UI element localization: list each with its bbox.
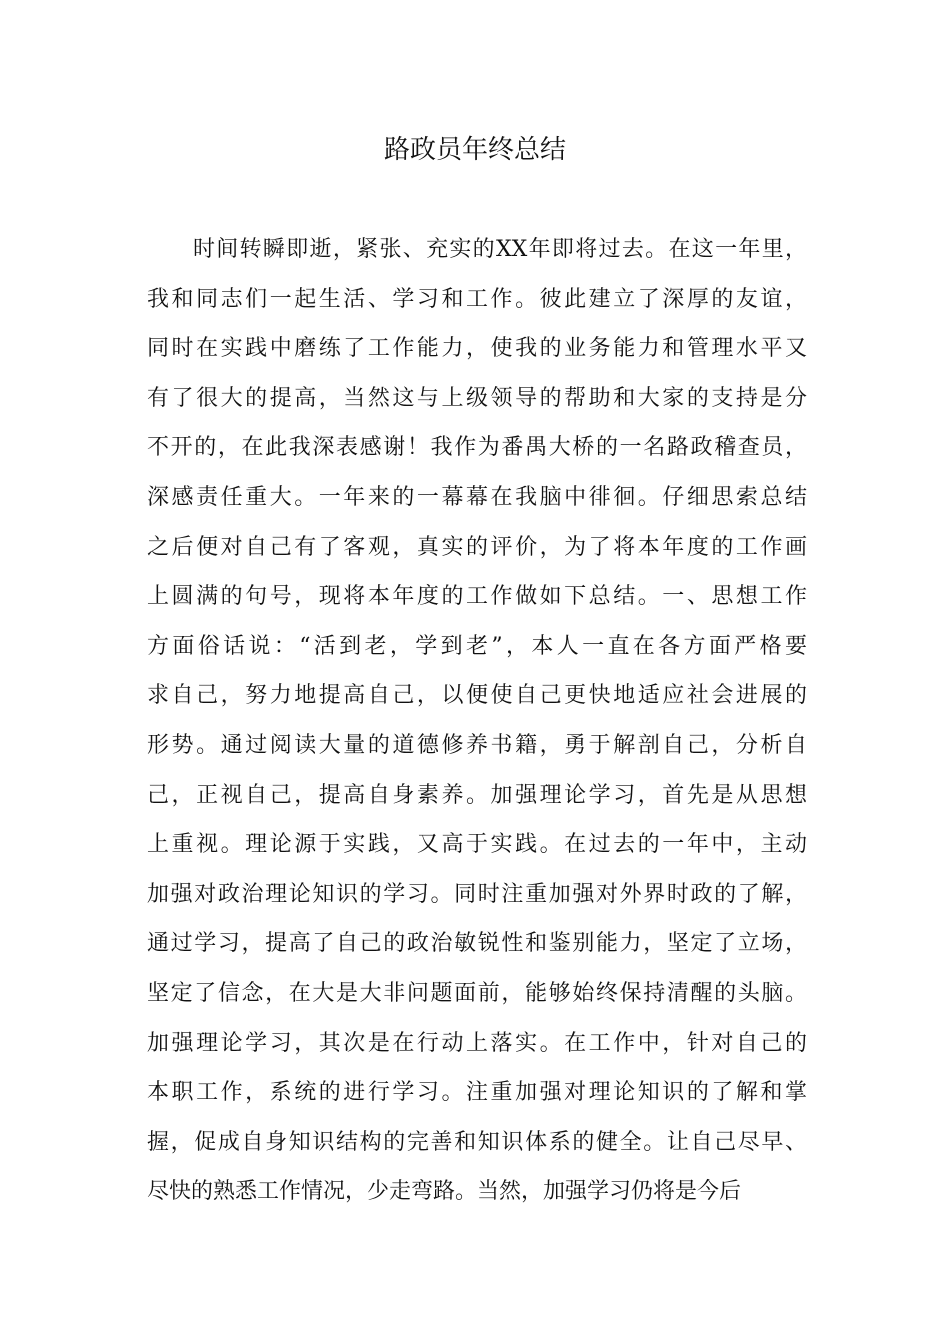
paragraph-line: 不开的，在此我深表感谢！我作为番禺大桥的一名路政稽查员，	[147, 435, 807, 461]
document-body	[147, 225, 807, 1217]
paragraph-line: 加强对政治理论知识的学习。同时注重加强对外界时政的了解，	[147, 881, 807, 907]
paragraph-line: 同时在实践中磨练了工作能力，使我的业务能力和管理水平又	[147, 336, 807, 362]
paragraph-line: 之后便对自己有了客观，真实的评价，为了将本年度的工作画	[147, 534, 807, 560]
paragraph-line: 有了很大的提高，当然这与上级领导的帮助和大家的支持是分	[147, 385, 807, 411]
document-title: 路政员年终总结	[383, 135, 566, 165]
paragraph-line: 本职工作，系统的进行学习。注重加强对理论知识的了解和掌	[147, 1080, 807, 1106]
paragraph-line: 握，促成自身知识结构的完善和知识体系的健全。让自己尽早、	[147, 1129, 807, 1155]
paragraph-line: 求自己，努力地提高自己，以便使自己更快地适应社会进展的	[147, 683, 807, 709]
paragraph-line: 我和同志们一起生活、学习和工作。彼此建立了深厚的友谊，	[147, 286, 807, 312]
paragraph-line: 己，正视自己，提高自身素养。加强理论学习，首先是从思想	[147, 782, 807, 808]
paragraph-line: 时间转瞬即逝，紧张、充实的XX年即将过去。在这一年里，	[193, 237, 807, 262]
paragraph-line: 坚定了信念，在大是大非问题面前，能够始终保持清醒的头脑。	[147, 980, 807, 1006]
paragraph-line: 形势。通过阅读大量的道德修养书籍，勇于解剖自己，分析自	[147, 732, 807, 758]
paragraph-line: 上圆满的句号，现将本年度的工作做如下总结。一、思想工作	[147, 584, 807, 610]
paragraph-line: 通过学习，提高了自己的政治敏锐性和鉴别能力，坚定了立场，	[147, 931, 807, 957]
paragraph-line: 方面俗话说：“活到老，学到老”，本人一直在各方面严格要	[147, 633, 807, 659]
paragraph-line: 上重视。理论源于实践，又高于实践。在过去的一年中，主动	[147, 832, 807, 858]
paragraph-line: 加强理论学习，其次是在行动上落实。在工作中，针对自己的	[147, 1030, 807, 1056]
paragraph-line: 深感责任重大。一年来的一幕幕在我脑中徘徊。仔细思索总结	[147, 484, 807, 510]
paragraph-line: 尽快的熟悉工作情况，少走弯路。当然，加强学习仍将是今后	[147, 1179, 742, 1205]
